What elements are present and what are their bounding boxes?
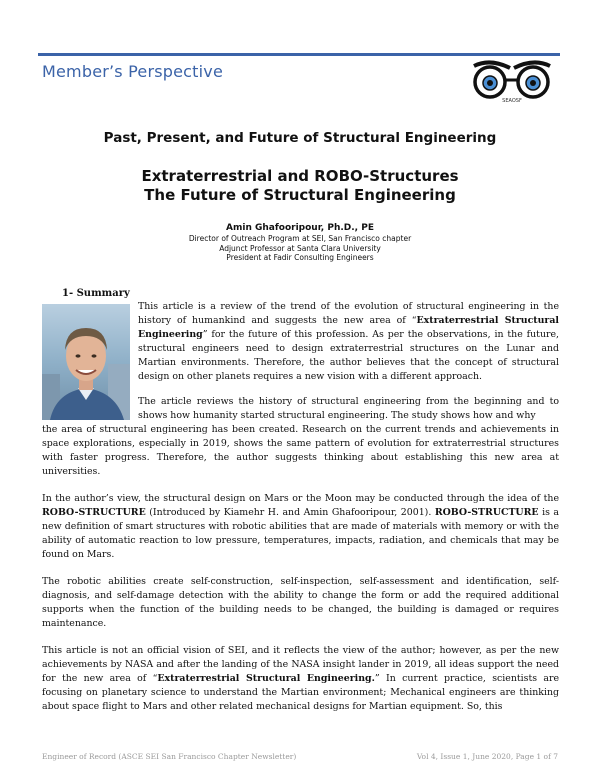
title-line-1: Extraterrestrial and ROBO-Structures xyxy=(141,167,459,185)
author-block xyxy=(0,222,600,263)
author-role: Adjunct Professor at Santa Clara University xyxy=(219,243,381,253)
summary-heading: 1- Summary xyxy=(62,288,130,299)
newsletter-logo xyxy=(466,56,558,104)
author-photo xyxy=(42,304,130,420)
author-name: Amin Ghafooripour, Ph.D., PE xyxy=(226,223,374,233)
footer-page-number: Vol 4, Issue 1, June 2020, Page 1 of 7 xyxy=(416,752,558,761)
author-role: President at Fadir Consulting Engineers xyxy=(226,253,374,262)
title-line-2: The Future of Structural Engineering xyxy=(144,186,456,204)
section-title: Member’s Perspective xyxy=(42,62,223,81)
footer-left: Engineer of Record (ASCE SEI San Francisco Chapter Newsletter) xyxy=(42,752,297,761)
paragraph: This article is a review of the trend of the evolution of structural engineering in the history of humankind and suggests the new area of “Extraterrestrial Structural Engineering” for the future of this profession. As per the observations, in the future, structural engineers need to design extraterrestrial structures on the Lunar and Martian environments. Therefore, the author believes that the concept of structural design on other planets requires a new vision with a different approach. xyxy=(138,301,559,382)
paragraph: the area of structural engineering has been created. Research on the current trends and achievements in space explorations, especially in 2019, shows the same pattern of evolution for extraterrestrial structures with faster progress. Therefore, the author suggests thinking about establishing this new area at universities. xyxy=(42,424,559,477)
paragraph: This article is not an official vision of SEI, and it reflects the view of the author; however, as per the new achievements by NASA and after the landing of the NASA insight lander in 2019, all ideas support the need for the new area of “Extraterrestrial Structural Engineering.” In current practice, scientists are focusing on planetary science to understand the Martian environment; Mechanical engineers are thinking about space flight to Mars and other related mechanical designs for Martian equipment. So, this xyxy=(42,645,559,712)
paragraph: The article reviews the history of structural engineering from the beginning and to shows how humanity started structural engineering. The study shows how and why xyxy=(138,396,559,421)
author-role: Director of Outreach Program at SEI, San Francisco chapter xyxy=(188,234,412,243)
paragraph: In the author’s view, the structural design on Mars or the Moon may be conducted through the idea of the ROBO-STRUCTURE (Introduced by Kiamehr H. and Amin Ghafooripour, 2001). ROBO-STRUCTURE is a new definition of smart structures with robotic abilities that are made of materials with memory or with the ability of automatic reaction to low pressure, temperatures, impacts, radiation, and chemicals that may be found on Mars. xyxy=(42,493,559,560)
svg-text:SEAOSF: SEAOSF xyxy=(502,98,522,104)
paragraph: The robotic abilities create self-construction, self-inspection, self-assessment and identification, self-diagnosis, and self-damage detection with the ability to change the form or add the required additional supports when the function of the building needs to be changed, the building is damaged or requires maintenance. xyxy=(42,576,559,629)
article-title xyxy=(0,167,600,205)
article-kicker: Past, Present, and Future of Structural Engineering xyxy=(103,130,497,146)
